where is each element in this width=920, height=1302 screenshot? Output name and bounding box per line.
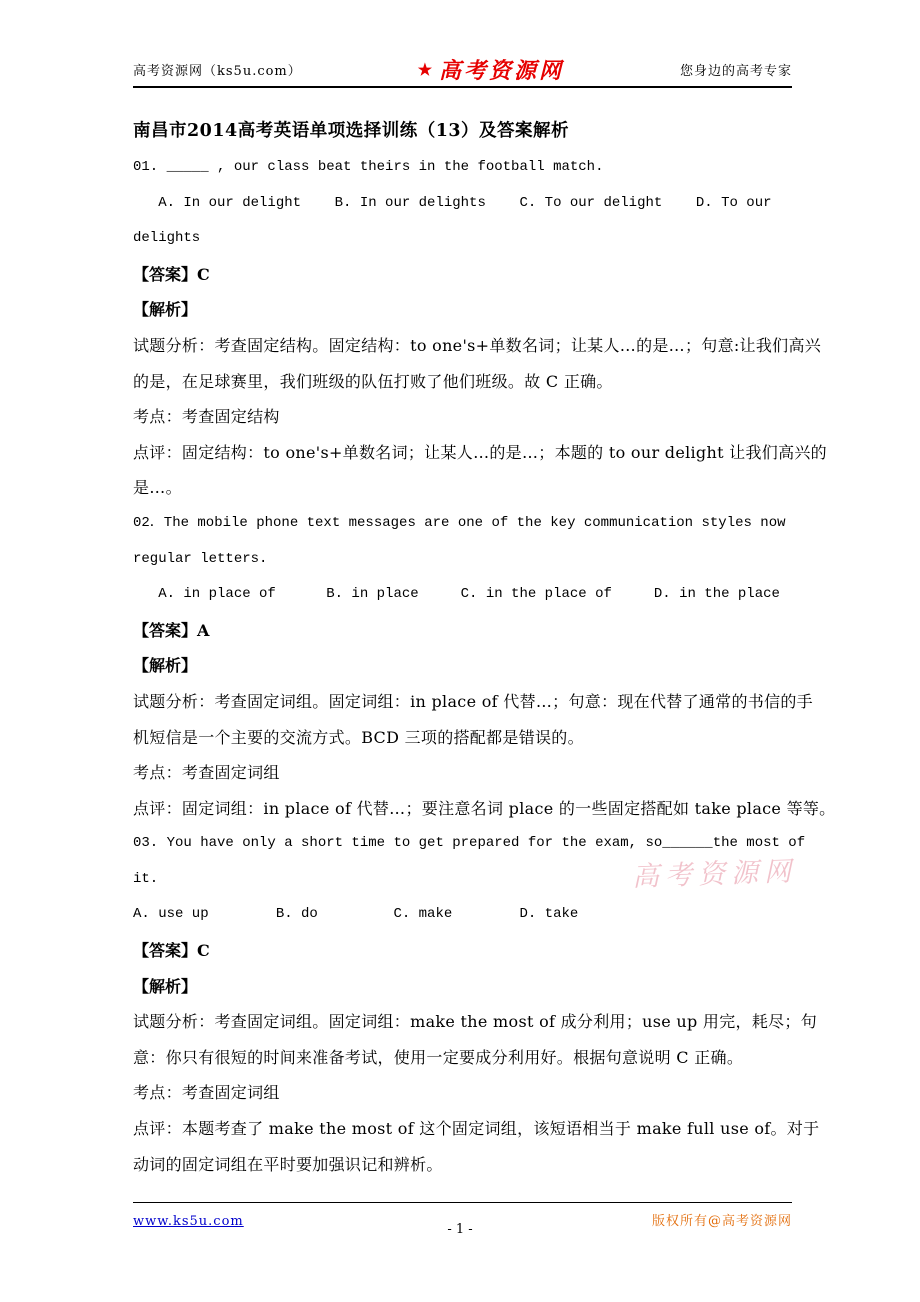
analysis-line: 点评：固定结构：to one's+单数名词；让某人…的是…；本题的 to our delight 让我们高兴的 [133,442,827,462]
answer-line: 【答案】C [133,941,210,961]
analysis-label: 【解析】 [133,656,198,676]
options-line: A. In our delight B. In our delights C. To our delight D. To our [133,194,772,211]
footer-copyright: 版权所有@高考资源网 [651,1214,792,1229]
question-stem: it. [133,870,159,887]
analysis-line: 试题分析：考查固定结构。固定结构：to one's+单数名词；让某人…的是…；句意:让我们高兴 [133,335,822,355]
analysis-line: 点评：本题考查了 make the most of 这个固定词组，该短语相当于 make full use of。对于 [133,1119,820,1139]
question-stem: 03. You have only a short time to get prepared for the exam, so______the most of [133,835,806,852]
analysis-label: 【解析】 [133,976,198,996]
analysis-line: 试题分析：考查固定词组。固定词组：make the most of 成分利用；use up 用完，耗尽；句 [133,1012,818,1032]
footer-link[interactable]: www.ks5u.com [133,1214,244,1229]
logo-text: 高考资源网 [439,58,565,84]
analysis-line: 考点：考查固定结构 [133,407,280,427]
site-logo [418,54,564,85]
analysis-line: 试题分析：考查固定词组。固定词组：in place of 代替…；句意：现在代替了通常的书信的手 [133,691,813,711]
analysis-line: 考点：考查固定词组 [133,1083,280,1103]
site-name-label: 高考资源网（ks5u.com） [133,64,302,79]
analysis-line: 机短信是一个主要的交流方式。BCD 三项的搭配都是错误的。 [133,727,584,747]
analysis-line: 是…。 [133,478,182,498]
question-stem: regular letters. [133,550,268,567]
options-line: delights [133,230,201,247]
options-line: A. use up B. do C. make D. take [133,906,579,923]
question-stem: 01. _____ , our class beat theirs in the football match. [133,159,604,175]
analysis-label: 【解析】 [133,300,198,320]
analysis-line: 考点：考查固定词组 [133,763,280,783]
header-divider [133,86,792,88]
analysis-line: 的是，在足球赛里，我们班级的队伍打败了他们班级。故 C 正确。 [133,371,613,391]
watermark: 高考资源网 [631,856,798,893]
page-header [133,54,792,85]
page-number: - 1 - [447,1222,473,1237]
star-icon: ★ [417,60,436,79]
header-tagline: 您身边的高考专家 [679,64,792,79]
answer-line: 【答案】A [133,620,210,640]
document-body [133,150,836,1182]
options-line: A. in place of B. in place C. in the place of D. in the place [133,586,780,603]
page-title: 南昌市2014高考英语单项选择训练（13）及答案解析 [133,121,570,141]
question-stem: 02．The mobile phone text messages are one of the key communication styles now [133,514,786,531]
answer-line: 【答案】C [133,264,210,284]
analysis-line: 点评：固定词组：in place of 代替…；要注意名词 place 的一些固定搭配如 take place 等等。 [133,798,836,818]
analysis-line: 动词的固定词组在平时要加强识记和辨析。 [133,1154,443,1174]
analysis-line: 意：你只有很短的时间来准备考试，使用一定要成分利用好。根据句意说明 C 正确。 [133,1047,744,1067]
